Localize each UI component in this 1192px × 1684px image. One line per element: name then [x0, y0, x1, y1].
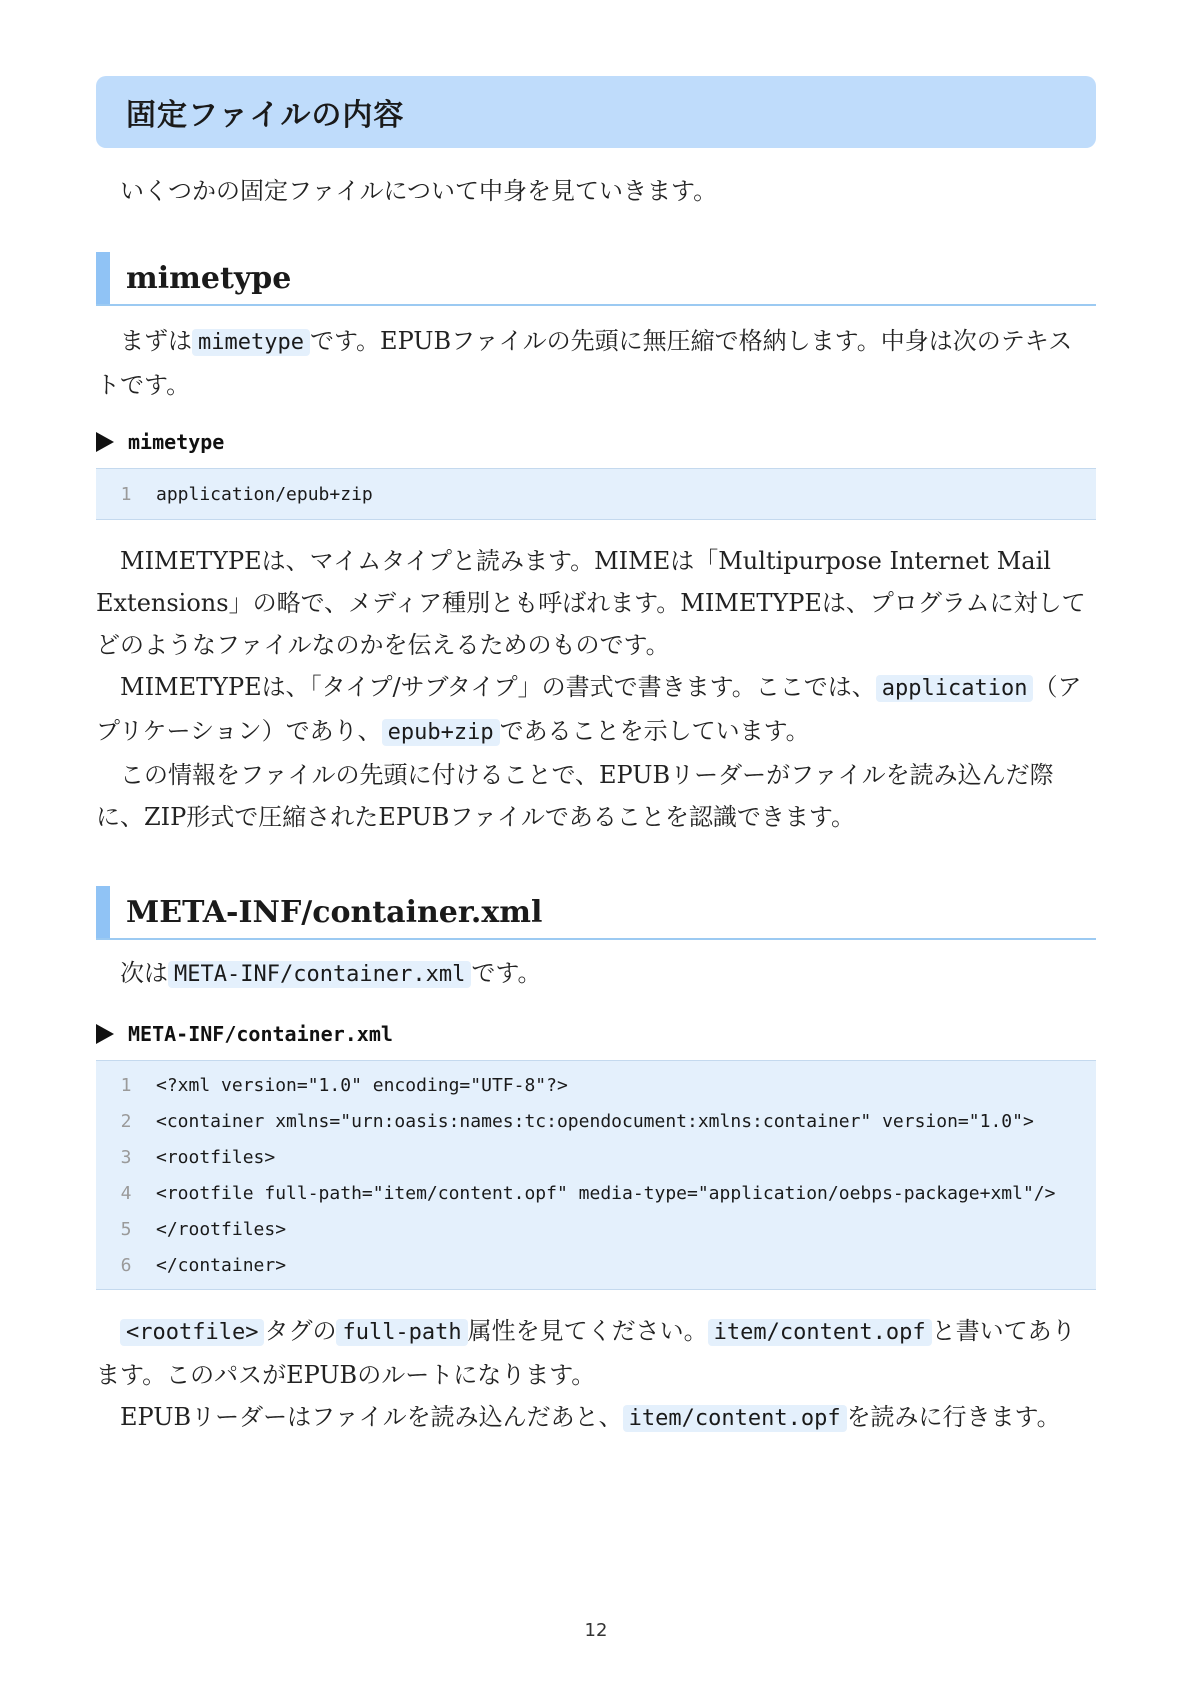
chapter-title	[96, 76, 1096, 148]
code-text: </container>	[156, 1254, 287, 1276]
code-text: application/epub+zip	[156, 483, 373, 505]
code-text: <container xmlns="urn:oasis:names:tc:opendocument:xmlns:container" version="1.0">	[156, 1110, 1034, 1132]
line-number: 3	[120, 1146, 132, 1168]
text: を読みに行きます。	[846, 1403, 1061, 1431]
section-title-text: mimetype	[126, 260, 292, 296]
code-text: <rootfiles>	[156, 1146, 276, 1168]
line-number: 1	[120, 483, 132, 505]
inline-code-mimetype: mimetype	[192, 329, 310, 356]
line-number: 5	[120, 1218, 132, 1240]
code-caption-mimetype	[96, 428, 1096, 456]
text: タグの	[264, 1317, 337, 1345]
page-number: 12	[584, 1620, 608, 1641]
code-line	[96, 1175, 1096, 1211]
text: （アプリケーション）であり、	[96, 673, 1082, 745]
triangle-icon	[96, 1024, 114, 1044]
code-caption-text: mimetype	[128, 430, 225, 454]
code-caption-text: META-INF/container.xml	[128, 1022, 393, 1046]
section-accent-bar	[96, 886, 110, 938]
inline-code-epub-zip: epub+zip	[382, 719, 500, 746]
mimetype-paragraph-2: MIMETYPEは、マイムタイプと読みます。MIMEは「Multipurpose Internet Mail Extensions」の略で、メディア種別とも呼ばれます。MIMETYPEは、プログラムに対してどのようなファイルなのかを伝えるためのものです。	[96, 547, 1086, 659]
mimetype-paragraph-1	[96, 320, 1096, 406]
section-title-mimetype	[96, 252, 1096, 306]
section-accent-bar	[96, 252, 110, 304]
code-line	[96, 1211, 1096, 1247]
inline-code-application: application	[876, 675, 1034, 702]
text: であることを示しています。	[499, 717, 810, 745]
line-number: 1	[120, 1074, 132, 1096]
chapter-intro: いくつかの固定ファイルについて中身を見ていきます。	[120, 177, 718, 205]
mimetype-paragraph-3	[96, 666, 1096, 754]
code-block-mimetype	[96, 468, 1096, 520]
line-number: 4	[120, 1182, 132, 1204]
code-line	[96, 1067, 1096, 1103]
text: EPUBリーダーはファイルを読み込んだあと、	[120, 1403, 623, 1431]
mimetype-paragraph-4: この情報をファイルの先頭に付けることで、EPUBリーダーがファイルを読み込んだ際に、ZIP形式で圧縮されたEPUBファイルであることを認識できます。	[96, 761, 1054, 831]
chapter-title-text: 固定ファイルの内容	[126, 98, 405, 133]
line-number: 6	[120, 1254, 132, 1276]
inline-code-content-opf: item/content.opf	[623, 1405, 847, 1432]
section-title-text: META-INF/container.xml	[126, 894, 543, 930]
text: MIMETYPEは、「タイプ/サブタイプ」の書式で書きます。ここでは、	[120, 673, 876, 701]
section-title-container	[96, 886, 1096, 940]
code-line	[96, 1103, 1096, 1139]
code-line	[96, 1247, 1096, 1283]
container-paragraph-2	[96, 1310, 1096, 1396]
text: です。EPUBファイルの先頭に無圧縮で格納します。中身は次のテキストです。	[96, 327, 1073, 399]
container-paragraph-3	[96, 1396, 1096, 1440]
text: です。	[471, 959, 542, 987]
inline-code-rootfile: <rootfile>	[120, 1319, 264, 1346]
code-text: </rootfiles>	[156, 1218, 287, 1240]
text: と書いてあります。このパスがEPUBのルートになります。	[96, 1317, 1076, 1389]
code-text: <rootfile full-path="item/content.opf" media-type="application/oebps-package+xml"/>	[156, 1182, 1056, 1204]
triangle-icon	[96, 432, 114, 452]
code-caption-container	[96, 1020, 1096, 1048]
container-paragraph-1	[96, 952, 1096, 996]
code-line	[96, 1139, 1096, 1175]
code-text: <?xml version="1.0" encoding="UTF-8"?>	[156, 1074, 568, 1096]
line-number: 2	[120, 1110, 132, 1132]
code-line	[96, 476, 1096, 512]
inline-code-container-path: META-INF/container.xml	[168, 961, 471, 988]
inline-code-content-opf: item/content.opf	[708, 1319, 932, 1346]
code-block-container	[96, 1060, 1096, 1290]
text: 次は	[120, 959, 168, 987]
inline-code-full-path: full-path	[336, 1319, 467, 1346]
text: まずは	[120, 327, 192, 355]
page-content	[96, 76, 1096, 1440]
text: 属性を見てください。	[467, 1317, 708, 1345]
